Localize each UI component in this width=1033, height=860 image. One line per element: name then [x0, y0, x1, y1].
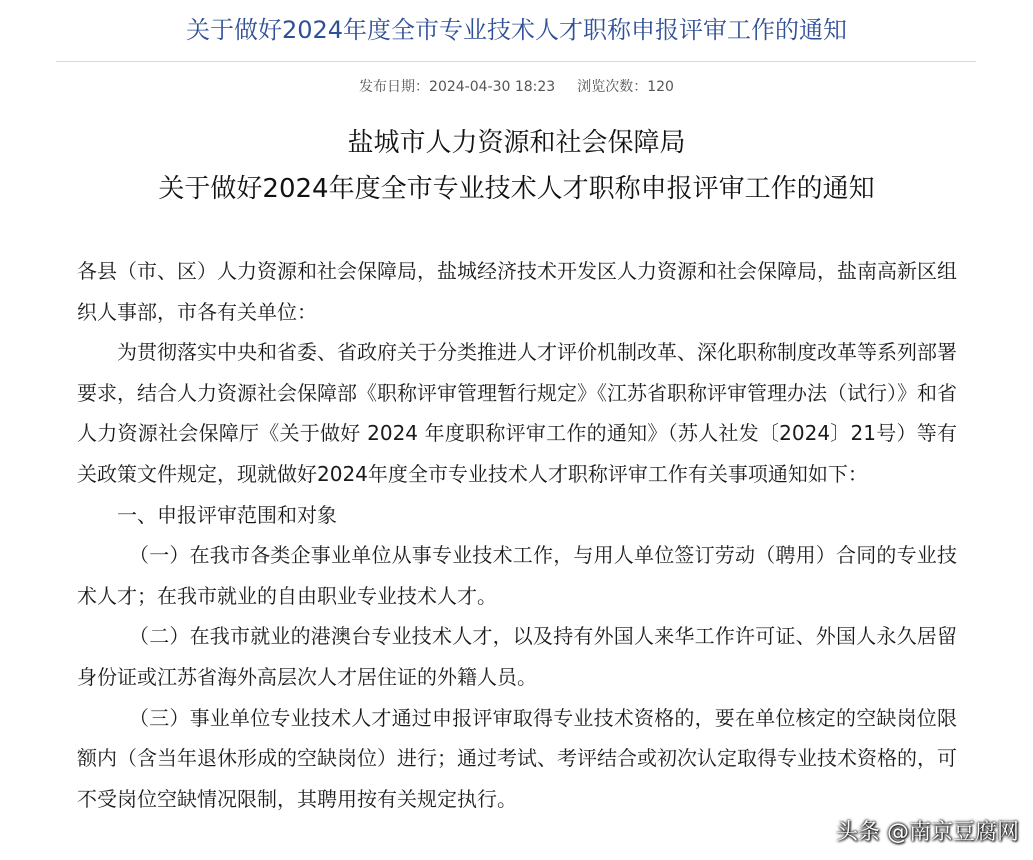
intro-paragraph: 为贯彻落实中央和省委、省政府关于分类推进人才评价机制改革、深化职称制度改革等系列部署要求，结合人力资源社会保障部《职称评审管理暂行规定》《江苏省职称评审管理办法（试行）》和省人力资源社会保障厅《关于做好 2024 年度职称评审工作的通知》（苏人社发〔2024〕21号）等有关政策文件规定，现就做好2024年度全市专业技术人才职称评审工作有关事项通知如下：: [77, 340, 957, 486]
title-divider: [56, 61, 976, 62]
document-title-heading: 关于做好2024年度全市专业技术人才职称申报评审工作的通知: [158, 174, 875, 204]
publish-date: 发布日期：2024-04-30 18:23: [359, 79, 556, 95]
list-item: （三）事业单位专业技术人才通过申报评审取得专业技术资格的，要在单位核定的空缺岗位限额内（含当年退休形成的空缺岗位）进行；通过考试、考评结合或初次认定取得专业技术资格的，可不受岗位空缺情况限制，其聘用按有关规定执行。: [77, 705, 957, 811]
view-count: 浏览次数：120: [577, 79, 674, 95]
section-heading: 一、申报评审范围和对象: [117, 502, 337, 527]
article-meta: [0, 76, 1033, 98]
page-title: 关于做好2024年度全市专业技术人才职称申报评审工作的通知: [185, 16, 848, 44]
document-issuer-heading: 盐城市人力资源和社会保障局: [347, 128, 686, 158]
watermark: 头条 @南京豆腐网: [836, 820, 1019, 845]
list-item: （一）在我市各类企事业单位从事专业技术工作，与用人单位签订劳动（聘用）合同的专业技术人才；在我市就业的自由职业专业技术人才。: [77, 543, 957, 608]
list-item: （二）在我市就业的港澳台专业技术人才，以及持有外国人来华工作许可证、外国人永久居留身份证或江苏省海外高层次人才居住证的外籍人员。: [77, 624, 957, 689]
addressee-paragraph: 各县（市、区）人力资源和社会保障局，盐城经济技术开发区人力资源和社会保障局，盐南高新区组织人事部，市各有关单位：: [77, 259, 957, 324]
document-body: [77, 251, 957, 819]
